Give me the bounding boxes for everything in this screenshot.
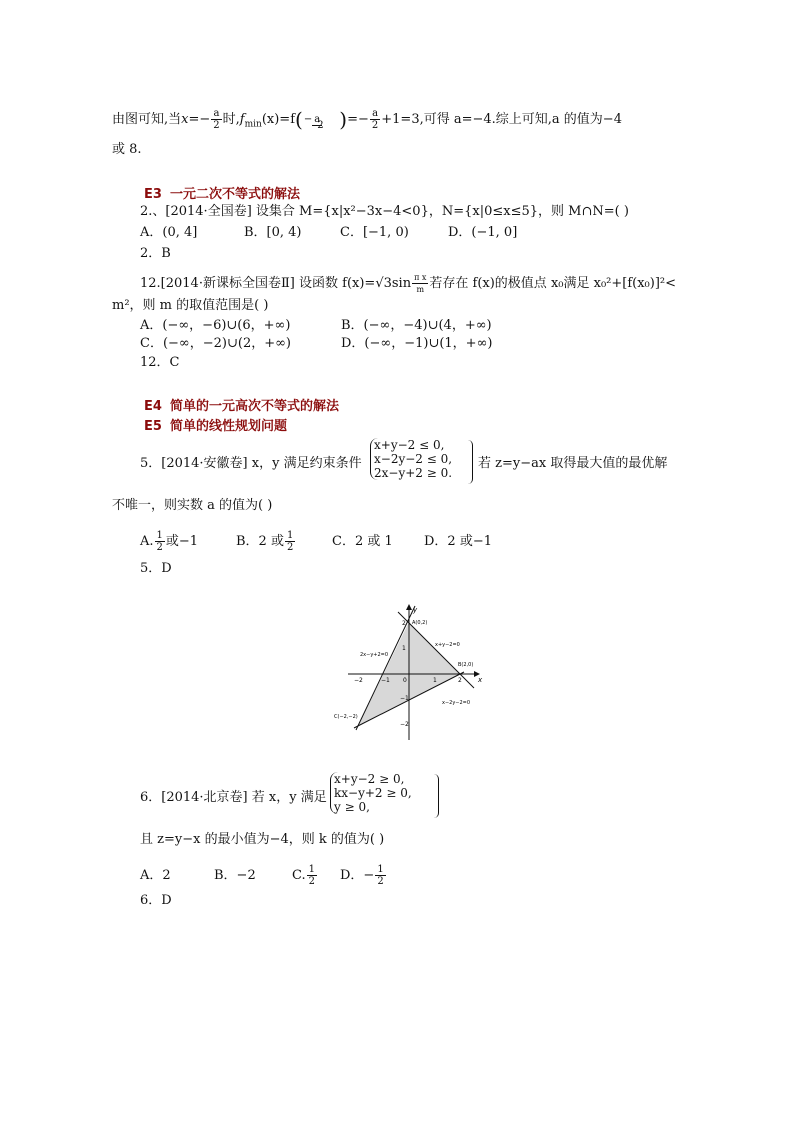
- frac-num: 1: [286, 530, 294, 541]
- text: =−: [188, 112, 211, 127]
- intro-line-2: 或 8.: [112, 142, 142, 157]
- fraction: [412, 272, 428, 295]
- text: 由图可知,当: [112, 112, 182, 127]
- constraint: x−2y−2 ≤ 0,: [374, 452, 453, 466]
- q5-stem-2: 若 z=y−ax 取得最大值的最优解: [478, 456, 668, 471]
- section-code: E5: [144, 419, 162, 434]
- fraction: [370, 108, 380, 131]
- section-e5: [144, 415, 287, 434]
- brace-right: [434, 774, 439, 818]
- fraction: [211, 108, 221, 131]
- option-a: A．(0, 4]: [140, 225, 198, 240]
- frac-num: 1: [308, 864, 315, 875]
- tick-x-1: 1: [433, 677, 437, 684]
- frac-den: 2: [213, 120, 220, 131]
- constraint: 2x−y+2 ≥ 0.: [374, 466, 453, 480]
- frac-num: 1: [377, 864, 384, 875]
- frac-den: 2: [317, 119, 324, 131]
- fraction: [285, 530, 295, 553]
- frac-num: 1: [156, 530, 163, 541]
- constraint: x+y−2 ≤ 0,: [374, 438, 445, 452]
- feasible-region-graph: [334, 604, 484, 744]
- text: (x)=f: [261, 112, 296, 127]
- option-a: A.: [140, 534, 154, 549]
- fraction: [155, 530, 165, 553]
- y-axis-arrow: [406, 604, 412, 610]
- option-a: A．2: [140, 868, 171, 883]
- section-code: E4: [144, 399, 162, 414]
- var: f: [239, 112, 245, 127]
- constraint: kx−y+2 ≥ 0,: [334, 786, 412, 800]
- fraction: [315, 109, 325, 131]
- q2-answer: 2．B: [140, 246, 171, 261]
- fraction: [307, 864, 317, 887]
- tick-x-2: 2: [458, 677, 462, 684]
- q5-stem-3: 不唯一，则实数 a 的值为( ): [112, 498, 273, 513]
- intro-line-1: 由图可知,当x=− $\frac{a}{2}$ 时$,f_{min}(x)=f(- a$ 2 )=− $\frac{a}{2}$ +1=3,可得 a=−4.综上可知,a 的值为−4: [112, 107, 622, 132]
- q5-options: [140, 530, 492, 553]
- option-d: D．−: [340, 868, 375, 883]
- text: +1=3,可得 a=−4.综上可知,a 的值为−4: [381, 112, 622, 127]
- q12-answer: 12．C: [140, 355, 180, 370]
- text: 12.[2014·新课标全国卷Ⅱ] 设函数 f(x)=√3sin: [140, 276, 412, 291]
- fraction: − a: [303, 113, 321, 125]
- option-b: B．(−∞，−4)∪(4，+∞): [341, 318, 492, 333]
- tick-x-neg2: −2: [354, 677, 363, 684]
- var: x: [181, 112, 189, 127]
- section-title: 简单的一元高次不等式的解法: [170, 399, 340, 414]
- q5-constraint-system: [370, 438, 452, 480]
- q12-stem-2: m²，则 m 的取值范围是( ): [112, 298, 269, 313]
- tick-y-2: 2: [402, 620, 406, 627]
- point-b-label: B(2,0): [458, 662, 474, 668]
- origin-label: 0: [403, 677, 407, 684]
- x-axis-label: x: [478, 676, 483, 684]
- frac-num: a: [370, 108, 380, 120]
- section-title: 一元二次不等式的解法: [170, 187, 301, 202]
- q6-stem: 6．[2014·北京卷] 若 x，y 满足: [140, 790, 327, 805]
- frac-den: m: [416, 285, 425, 294]
- frac-num: π x: [414, 273, 427, 282]
- text: 时,: [222, 112, 240, 127]
- frac-den: 2: [308, 876, 315, 887]
- tick-x-neg1: −1: [381, 677, 390, 684]
- constraint: y ≥ 0,: [334, 800, 370, 814]
- q6-stem-2: 且 z=y−x 的最小值为−4，则 k 的值为( ): [140, 832, 385, 847]
- frac-den: 2: [156, 542, 163, 553]
- tick-y-neg2: −2: [400, 721, 409, 728]
- section-e3: [144, 183, 300, 202]
- line-label-2: x+y−2=0: [435, 642, 460, 648]
- option-d: D．(−∞，−1)∪(1，+∞): [341, 336, 493, 351]
- option-d: D．2 或−1: [424, 534, 492, 549]
- text: 或−1: [165, 534, 199, 549]
- q6-options: [140, 864, 387, 887]
- q12-stem: [140, 272, 676, 295]
- q5-answer: 5．D: [140, 561, 172, 576]
- q6-constraint-system: [330, 772, 412, 814]
- option-a: A．(−∞，−6)∪(6，+∞): [140, 318, 291, 333]
- q12-options-2: [140, 336, 492, 352]
- option-d: D．(−1, 0]: [448, 225, 518, 240]
- fraction: [375, 864, 385, 887]
- option-c: C.: [292, 868, 306, 883]
- constraint: x+y−2 ≥ 0,: [334, 772, 405, 786]
- q6-answer: 6．D: [140, 893, 172, 908]
- q2-options: [140, 225, 517, 241]
- q2-stem: 2.、[2014·全国卷] 设集合 M={x|x²−3x−4<0}，N={x|0≤x≤5}，则 M∩N=( ): [140, 204, 629, 219]
- point-a-label: A(0,2): [412, 620, 428, 626]
- y-axis-label: y: [413, 606, 418, 614]
- option-b: B．−2: [214, 868, 256, 883]
- line-label-3: x−2y−2=0: [442, 700, 471, 706]
- tick-y-1: 1: [402, 645, 406, 652]
- section-e4: [144, 395, 339, 414]
- point-c-label: C(−2,−2): [334, 714, 358, 720]
- subscript: min: [244, 119, 262, 130]
- section-title: 简单的线性规划问题: [170, 419, 288, 434]
- section-code: E3: [144, 187, 162, 202]
- q5-stem: 5．[2014·安徽卷] x，y 满足约束条件: [140, 456, 362, 471]
- frac-num: a: [314, 113, 321, 125]
- frac-num: a: [211, 108, 221, 120]
- line-label-1: 2x−y+2=0: [360, 652, 389, 658]
- tick-y-neg1: −1: [400, 695, 409, 702]
- frac-den: 2: [286, 542, 294, 553]
- q12-options-1: [140, 318, 492, 334]
- option-c: C．(−∞，−2)∪(2，+∞): [140, 336, 292, 351]
- frac-den: 2: [377, 876, 384, 887]
- frac-den: 2: [371, 120, 379, 131]
- option-b: B．2 或: [236, 534, 284, 549]
- text: 若存在 f(x)的极值点 x₀满足 x₀²+[f(x₀)]²<: [429, 276, 677, 291]
- option-c: C．[−1, 0): [340, 225, 409, 240]
- text: =−: [347, 112, 369, 127]
- option-c: C．2 或 1: [332, 534, 393, 549]
- option-b: B．[0, 4): [244, 225, 302, 240]
- brace-right: [468, 440, 473, 484]
